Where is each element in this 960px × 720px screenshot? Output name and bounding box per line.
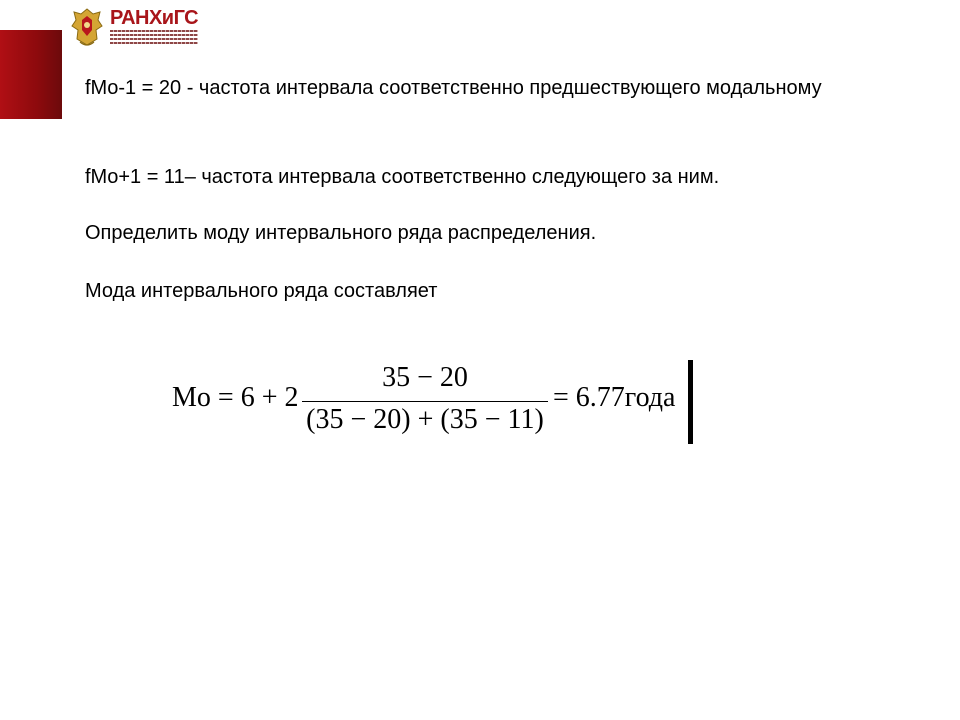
formula-numerator: 35 − 20 [382,362,468,393]
text-line-task: Определить моду интервального ряда распределения. [85,222,597,244]
logo-brand-text: РАНХиГС [110,7,199,29]
fraction-bar [302,401,548,402]
text-line-fmo-minus-1: fMo-1 = 20 - частота интервала соответственно предшествующего модальному [85,77,822,99]
text-line-fmo-plus-1: fMo+1 = 11– частота интервала соответственно следующего за ним. [85,166,720,188]
mode-formula [170,360,700,444]
text-line-answer-intro: Мода интервального ряда составляет [85,280,438,302]
formula-denominator: (35 − 20) + (35 − 11) [306,404,544,435]
eagle-emblem-icon [70,6,104,48]
ranepa-logo [70,6,202,50]
formula-result: = 6.77года [553,382,676,413]
text-cursor-bar [688,360,693,444]
logo-subtitle-lines [110,30,198,46]
formula-lhs: Mo = 6 + 2 [172,382,299,413]
red-accent-bar [0,30,62,119]
formula-fraction [302,360,548,444]
